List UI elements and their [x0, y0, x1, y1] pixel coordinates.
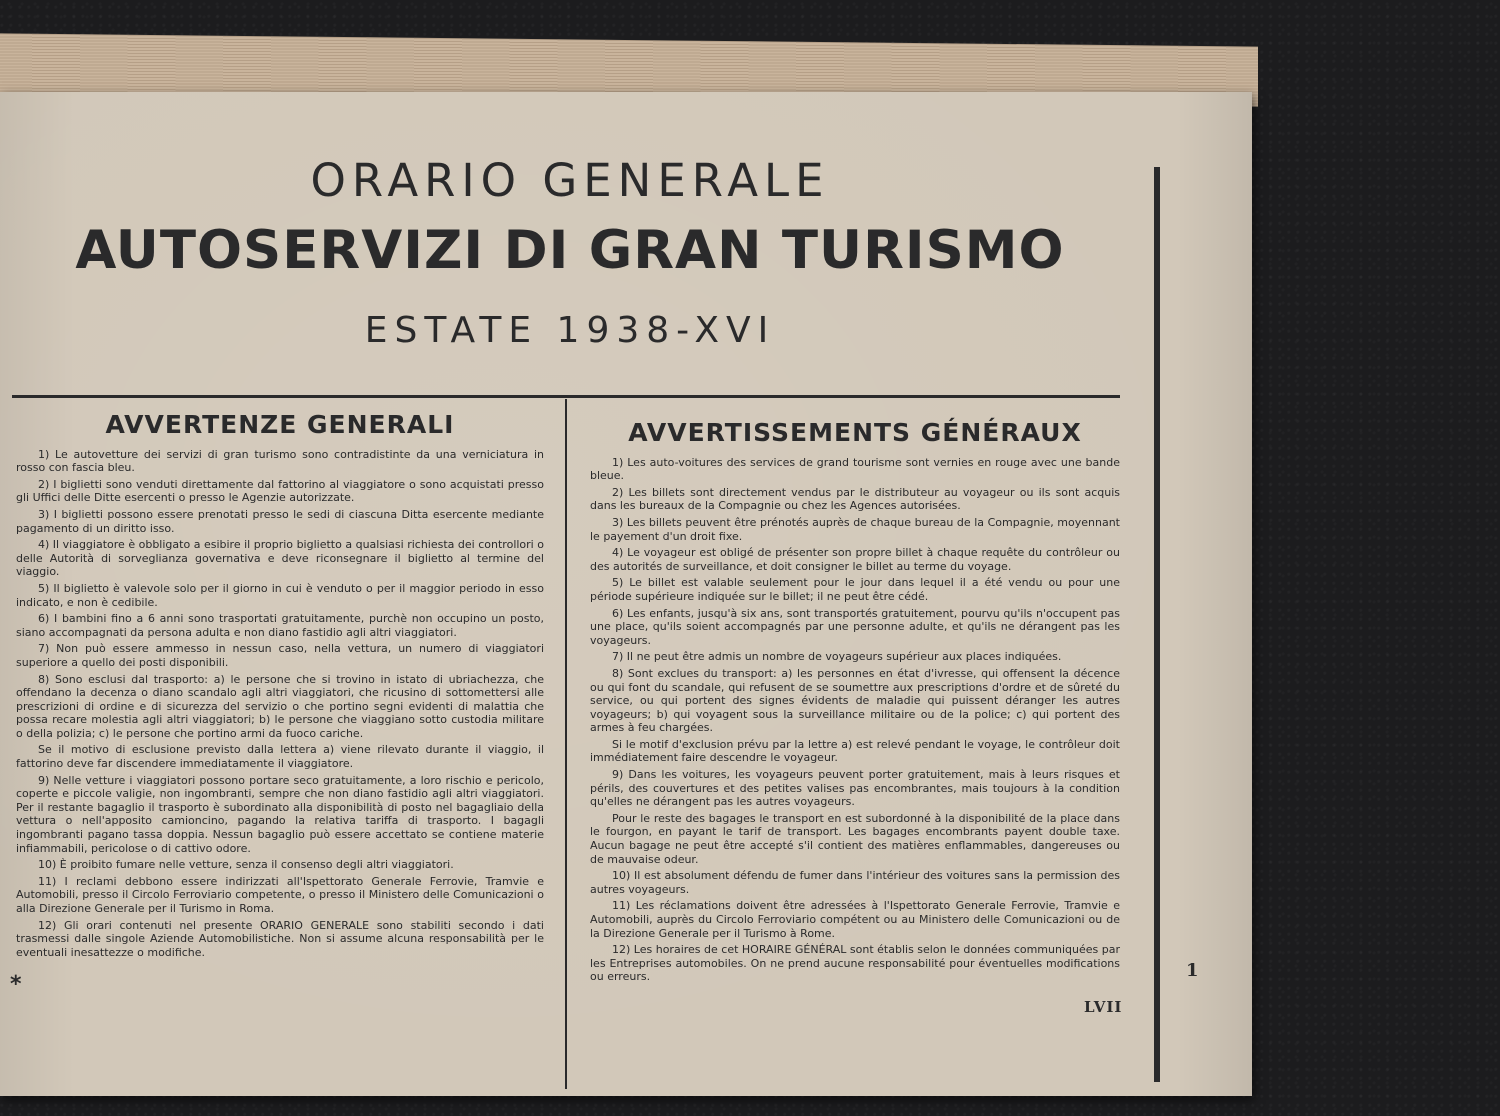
- italian-paragraph: 8) Sono esclusi dal trasporto: a) le persone che si trovino in istato di ubriachezza, che offendano la decenza o diano scandalo agli altri viaggiatori, che ricusino di sottomettersi alle prescrizioni di ordine e di sicurezza del servizio o che portino segni evidenti di malattia che possa recare molestia agli altri viaggiatori; b) le persone che viaggiano sotto custodia militare o della polizia; c) le persone che portino armi da fuoco cariche.: [16, 672, 544, 740]
- italian-paragraph: 10) È proibito fumare nelle vetture, senza il consenso degli altri viaggiatori.: [38, 858, 454, 872]
- italian-heading: AVVERTENZE GENERALI: [105, 410, 455, 439]
- title-orario-generale: ORARIO GENERALE: [310, 154, 830, 207]
- horizontal-rule: [12, 395, 1120, 398]
- italian-paragraph: 6) I bambini fino a 6 anni sono trasportati gratuitamente, purchè non occupino un posto, siano accompagnati da persona adulta e non diano fastidio agli altri viaggiatori.: [16, 612, 544, 639]
- italian-paragraph: 3) I biglietti possono essere prenotati presso le sedi di ciascuna Ditta esercente mediante pagamento di un diritto isso.: [16, 507, 544, 535]
- page-number: 1: [1186, 960, 1199, 981]
- french-notices-column: [590, 418, 1120, 987]
- italian-paragraph: 2) I biglietti sono venduti direttamente dal fattorino al viaggiatore o sono acquistati presso gli Uffici delle Ditte esercenti o presso le Agenzie autorizzate.: [16, 477, 544, 505]
- french-paragraph: 7) Il ne peut être admis un nombre de voyageurs supérieur aux places indiquées.: [612, 650, 1062, 664]
- asterisk-mark: *: [10, 972, 22, 997]
- document-page: [0, 92, 1252, 1096]
- french-paragraph: 3) Les billets peuvent être prénotés auprès de chaque bureau de la Compagnie, moyennant le payement d'un droit fixe.: [590, 515, 1120, 543]
- french-paragraph: 6) Les enfants, jusqu'à six ans, sont transportés gratuitement, pourvu qu'ils n'occupent pas une place, qu'ils soient accompagnés par une personne adulte, et qu'ils ne dérangent pas les voyageurs.: [590, 606, 1120, 647]
- french-paragraph: 8) Sont exclues du transport: a) les personnes en état d'ivresse, qui offensent la décence ou qui font du scandale, qui refusent de se soumettre aux prescriptions d'ordre et de sûreté du service, ou qui portent des signes évidents de maladie qui puissent déranger les autres voyageurs; b) qui voyagent sous la surveillance militaire ou de la police; c) qui portent des armes à feu chargées.: [590, 666, 1120, 735]
- italian-paragraph: 11) I reclami debbono essere indirizzati all'Ispettorato Generale Ferrovie, Tramvie e Automobili, presso il Circolo Ferroviario competente, o presso il Ministero delle Comunicazioni o alla Direzione Generale per il Turismo in Roma.: [16, 874, 544, 915]
- french-paragraph: 4) Le voyageur est obligé de présenter son propre billet à chaque requête du contrôleur ou des autorités de surveillance, et doit consigner le billet au terme du voyage.: [590, 546, 1120, 573]
- column-divider: [565, 399, 567, 1089]
- title-autoservizi: AUTOSERVIZI DI GRAN TURISMO: [75, 220, 1065, 281]
- french-paragraph: 12) Les horaires de cet HORAIRE GÉNÉRAL sont établis selon le données communiquées par les Entreprises automobiles. On ne prend aucune responsabilité pour éventuelles modifications ou erreurs.: [590, 943, 1120, 984]
- french-paragraph: 10) Il est absolument défendu de fumer dans l'intérieur des voitures sans la permission des autres voyageurs.: [590, 869, 1120, 896]
- italian-paragraph: 5) Il biglietto è valevole solo per il giorno in cui è venduto o per il maggior periodo in esso indicato, e non è cedibile.: [16, 581, 544, 609]
- french-paragraph: 1) Les auto-voitures des services de grand tourisme sont vernies en rouge avec une bande bleue.: [590, 455, 1120, 483]
- french-paragraph: 5) Le billet est valable seulement pour le jour dans lequel il a été vendu ou pour une période supérieure indiquée sur le billet; il ne peut être cédé.: [590, 576, 1120, 603]
- title-estate: ESTATE 1938-XVI: [364, 310, 776, 351]
- french-paragraph: 2) Les billets sont directement vendus par le distributeur au voyageur ou ils sont acquis dans les bureaux de la Compagnie ou chez les Agences autorisées.: [590, 485, 1120, 513]
- french-paragraph: Si le motif d'exclusion prévu par la lettre a) est relevé pendant le voyage, le contrôleur doit immédiatement faire descendre le voyageur.: [590, 737, 1120, 765]
- french-heading: AVVERTISSEMENTS GÉNÉRAUX: [628, 418, 1082, 447]
- french-paragraph: 11) Les réclamations doivent être adressées à l'Ispettorato Generale Ferrovie, Tramvie e Automobili, auprès du Circolo Ferroviario compétent ou au Ministero delle Comunicazioni ou de la Direzione Generale per il Turismo à Rome.: [590, 899, 1120, 940]
- french-paragraph: Pour le reste des bagages le transport en est subordonné à la disponibilité de la place dans le fourgon, en payant le tarif de transport. Les bagages encombrants payent double taxe. Aucun bagage ne peut être accepté s'il contient des matières enflammables, dangereuses ou de mauvaise odeur.: [590, 811, 1120, 866]
- vertical-border-bar: [1154, 167, 1160, 1082]
- roman-page-numeral: LVII: [1084, 998, 1123, 1016]
- italian-paragraph: 1) Le autovetture dei servizi di gran turismo sono contradistinte da una verniciatura in rosso con fascia bleu.: [16, 447, 544, 475]
- italian-paragraph: 4) Il viaggiatore è obbligato a esibire il proprio biglietto a qualsiasi richiesta dei controllori o delle Autorità di sorveglianza governativa e deve riconsegnare il biglietto al termine del viaggio.: [16, 538, 544, 579]
- italian-paragraph: Se il motivo di esclusione previsto dalla lettera a) viene rilevato durante il viaggio, il fattorino deve far discendere immediatamente il viaggiatore.: [16, 743, 544, 771]
- french-paragraph: 9) Dans les voitures, les voyageurs peuvent porter gratuitement, mais à leurs risques et périls, des couvertures et des petites valises pas encombrantes, mais toujours à la condition qu'elles ne dérangent pas les autres voyageurs.: [590, 768, 1120, 809]
- italian-paragraph: 12) Gli orari contenuti nel presente ORARIO GENERALE sono stabiliti secondo i dati trasmessi dalle singole Aziende Automobilistiche. Non si assume alcuna responsabilità per le eventuali inesattezze o modifiche.: [16, 918, 544, 959]
- italian-paragraph: 7) Non può essere ammesso in nessun caso, nella vettura, un numero di viaggiatori superiore a quello dei posti disponibili.: [16, 642, 544, 669]
- italian-paragraph: 9) Nelle vetture i viaggiatori possono portare seco gratuitamente, a loro rischio e pericolo, coperte e piccole valigie, non ingombranti, sempre che non diano fastidio agli altri viaggiatori. Per il restante bagaglio il trasporto è subordinato alla disponibilità di posto nel bagagliaio della vettura o nell'apposito camioncino, pagando la relativa tariffa di trasporto. I bagagli ingombranti pagano tassa doppia. Nessun bagaglio può essere accettato se contiene materie infiammabili, pericolose o di cattivo odore.: [16, 773, 544, 855]
- italian-notices-column: [16, 410, 544, 962]
